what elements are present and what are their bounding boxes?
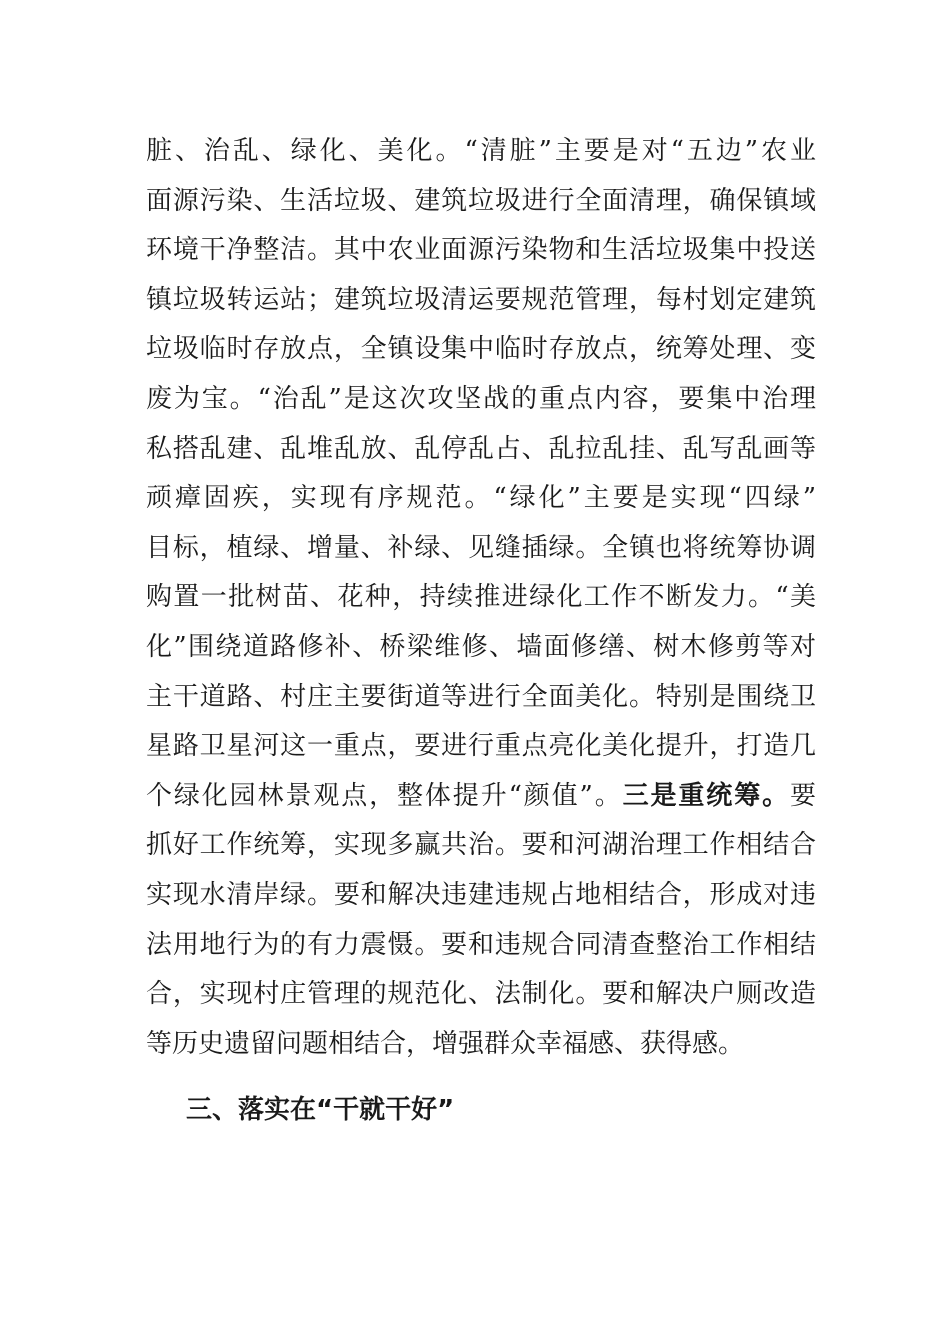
- text-line: 合，实现村庄管理的规范化、法制化。要和解决户厕改造: [146, 979, 816, 1010]
- text-segment: 要: [789, 780, 816, 811]
- body-paragraph: [146, 127, 816, 1069]
- text-line: 环境干净整洁。其中农业面源污染物和生活垃圾集中投送: [146, 235, 816, 266]
- text-line: 镇垃圾转运站；建筑垃圾清运要规范管理，每村划定建筑: [146, 284, 816, 315]
- text-line: 顽瘴固疾，实现有序规范。“绿化”主要是实现“四绿”: [146, 483, 816, 514]
- text-line-mixed: [146, 772, 816, 822]
- text-line: 私搭乱建、乱堆乱放、乱停乱占、乱拉乱挂、乱写乱画等: [146, 433, 816, 464]
- section-heading: 三、落实在“干就干好”: [186, 1095, 455, 1125]
- text-segment: 个绿化园林景观点，整体提升“颜值”。: [146, 780, 623, 811]
- text-line: 等历史遗留问题相结合，增强群众幸福感、获得感。: [146, 1028, 745, 1059]
- text-line: 抓好工作统筹，实现多赢共治。要和河湖治理工作相结合: [146, 830, 816, 861]
- text-line: 主干道路、村庄主要街道等进行全面美化。特别是围绕卫: [146, 681, 816, 712]
- text-line: 实现水清岸绿。要和解决违建违规占地相结合，形成对违: [146, 879, 816, 910]
- bold-lead-phrase: 三是重统筹。: [622, 780, 790, 811]
- text-line: 废为宝。“治乱”是这次攻坚战的重点内容，要集中治理: [146, 383, 816, 414]
- text-line: 化”围绕道路修补、桥梁维修、墙面修缮、树木修剪等对: [146, 631, 816, 662]
- text-line: 购置一批树苗、花种，持续推进绿化工作不断发力。“美: [146, 582, 816, 613]
- text-line: 法用地行为的有力震慑。要和违规合同清查整治工作相结: [146, 929, 816, 960]
- text-line: 垃圾临时存放点，全镇设集中临时存放点，统筹处理、变: [146, 334, 816, 365]
- text-line: 面源污染、生活垃圾、建筑垃圾进行全面清理，确保镇域: [146, 185, 816, 216]
- text-line: 目标，植绿、增量、补绿、见缝插绿。全镇也将统筹协调: [146, 532, 816, 563]
- text-line: 星路卫星河这一重点，要进行重点亮化美化提升，打造几: [146, 731, 816, 762]
- text-line: 脏、治乱、绿化、美化。“清脏”主要是对“五边”农业: [146, 136, 816, 166]
